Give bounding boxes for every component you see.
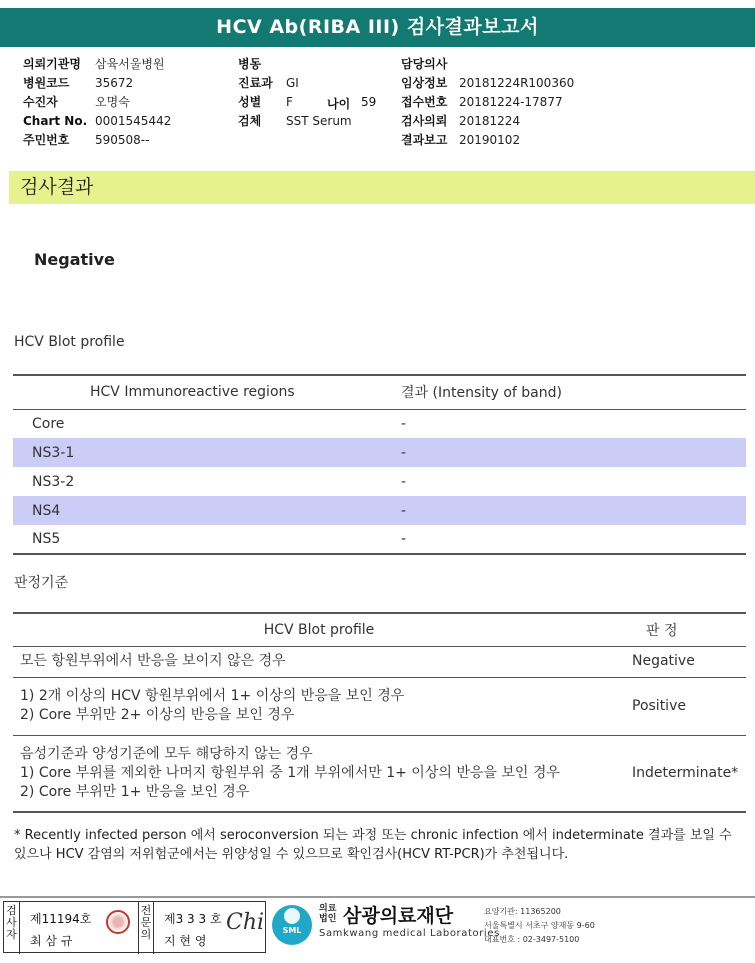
table-row [13,467,746,496]
age-value: 59 [361,95,377,109]
judgement-cell: Negative [625,646,746,677]
corp-info-line: 대표번호 : 02-3497-5100 [484,935,580,944]
info-row-clinical-info: 임상정보 20181224R100360 [401,76,575,90]
inspector-license: 제11194호 [30,912,92,926]
info-row-request-date: 검사의뢰 20181224 [401,114,521,128]
age-label: 나이 [327,97,351,111]
intensity-cell: - [401,473,407,490]
intensity-cell: - [401,415,407,432]
info-row-receipt-no: 접수번호 20181224-17877 [401,95,563,109]
header-intensity: 결과 (Intensity of band) [396,375,746,409]
region-cell: Core [32,415,65,432]
criteria-cell: 음성기준과 양성기준에 모두 해당하지 않는 경우 1) Core 부위를 제외한 나머지 항원부위 중 1개 부위에서만 1+ 이상의 반응을 보인 경우 2) Core 부위만 1+ 반응을 보인 경우 [13,735,625,812]
blot-profile-title: HCV Blot profile [14,334,125,350]
result-value: Negative [34,250,115,269]
inspector-label: 검사자 [4,902,20,954]
patient-info-col2 [238,55,352,131]
info-row-institution: 의뢰기관명 삼육서울병원 [23,57,165,71]
info-row-specimen: 검체 SST Serum [238,114,352,128]
judgement-cell: Positive [625,677,746,735]
corp-info-line: 서울특별시 서초구 양재동 9-60 [484,921,595,930]
criteria-cell: 모든 항원부위에서 반응을 보이지 않은 경우 [13,646,625,677]
signature-box [3,901,266,953]
corp-name: 삼광의료재단 [343,905,454,927]
region-cell: NS4 [13,496,396,525]
footer [0,896,755,956]
region-cell: NS5 [13,525,396,554]
info-row-department: 진료과 GI [238,76,299,90]
criteria-title: 판정기준 [14,575,69,591]
header-region: HCV Immunoreactive regions [13,375,396,409]
inspector-name: 최 삼 규 [30,934,73,948]
sml-logo-icon: SML [272,905,312,945]
patient-info-col3 [401,55,574,150]
table-row [13,409,746,438]
seal-stamp-icon [106,910,130,934]
reviewer-license: 제3 3 3 호 [164,912,222,926]
info-row-sex: 성별 F [238,95,293,109]
reviewer-name: 지 현 영 [164,934,207,948]
corp-type: 의료 법인 [319,904,337,924]
patient-info-col1 [23,55,171,150]
info-row-patient: 수진자 오명숙 [23,95,130,109]
criteria-cell: 1) 2개 이상의 HCV 항원부위에서 1+ 이상의 반응을 보인 경우 2) Core 부위만 2+ 이상의 반응을 보인 경우 [13,677,625,735]
intensity-cell: - [396,496,746,525]
section-title: 검사결과 [9,171,755,204]
header-judgement: 판 정 [625,613,746,646]
info-row-doctor: 담당의사 [401,57,448,71]
header-profile: HCV Blot profile [13,613,625,646]
intensity-cell: - [396,525,746,554]
table-row [13,525,746,554]
info-row-resident-no: 주민번호 590508-- [23,133,150,147]
table-header-row [13,375,746,409]
corp-english-name: Samkwang medical Laboratories [319,928,500,939]
table-row [13,438,746,467]
table-row [13,496,746,525]
corp-info-line: 요양기관: 11365200 [484,907,561,916]
intensity-cell: - [396,438,746,467]
table-row [13,646,746,677]
info-row-chart-no: Chart No. 0001545442 [23,114,172,128]
info-row-hospital-code: 병원코드 35672 [23,76,134,90]
blot-profile-table [13,374,746,555]
judgement-cell: Indeterminate* [625,735,746,812]
footnote: * Recently infected person 에서 seroconversion 되는 과정 또는 chronic infection 에서 indeterminate 결과를 보일 수 있으나 HCV 감염의 저위험군에서는 위양성일 수 있으므로 확인검사(HCV RT-PCR)가 추천됩니다. [14,828,732,862]
info-row-ward: 병동 [238,57,262,71]
report-title: HCV Ab(RIBA III) 검사결과보고서 [0,8,755,47]
signature-mark: Chi [226,910,265,935]
table-row [13,735,746,812]
info-row-report-date: 결과보고 20190102 [401,133,521,147]
criteria-table [13,612,746,813]
corp-info [484,905,595,947]
table-row [13,677,746,735]
region-cell: NS3-1 [13,438,396,467]
reviewer-label: 전문의 [138,902,154,954]
table-header-row [13,613,746,646]
region-cell: NS3-2 [32,473,75,490]
